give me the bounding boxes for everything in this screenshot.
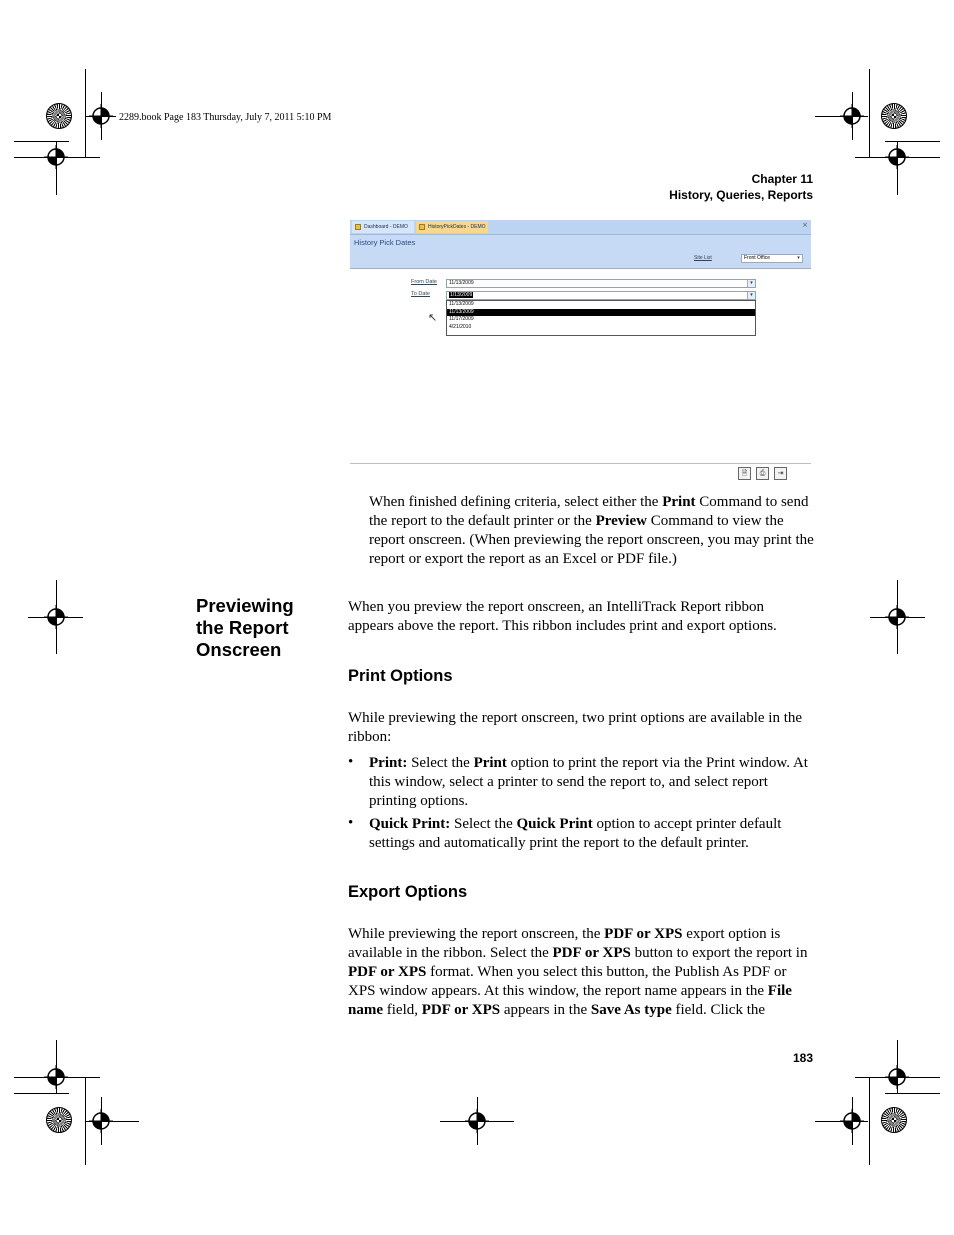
close-icon[interactable]: × [802, 221, 808, 229]
registration-mark-icon [44, 605, 68, 629]
from-date-dropdown[interactable] [446, 279, 756, 288]
running-head-chapter: Chapter 11 [751, 172, 813, 186]
list-item-selected[interactable]: 11/13/2009 [447, 309, 755, 317]
star-target-icon [46, 103, 72, 129]
site-list-dropdown[interactable] [741, 254, 803, 263]
registration-mark-icon [89, 1109, 113, 1133]
preview-report-button[interactable]: 🗎 [738, 467, 751, 480]
bullet: • [348, 754, 354, 770]
tab-label: Dashboard - DEMO [364, 224, 408, 230]
tab-history-pick-dates[interactable] [416, 221, 488, 233]
bullet: • [348, 815, 354, 831]
chevron-down-icon[interactable]: ▾ [747, 280, 755, 287]
list-item[interactable]: 11/13/2009 [449, 301, 474, 307]
form-icon [419, 224, 425, 230]
to-date-dropdown[interactable] [446, 291, 756, 300]
site-list-value: Front Office [744, 255, 771, 261]
list-item-print: Print: Select the Print option to print the report via the Print window. At this window, select a printer to send the report to, and select report printing options. [369, 755, 808, 809]
registration-mark-icon [44, 145, 68, 169]
preview-paragraph: When you preview the report onscreen, an IntelliTrack Report ribbon appears above the report. This ribbon includes print and export options. [348, 599, 777, 634]
print-report-button[interactable]: ⎙ [756, 467, 769, 480]
form-icon [355, 224, 361, 230]
page-number: 183 [793, 1051, 814, 1065]
print-options-heading: Print Options [348, 667, 453, 685]
list-item[interactable]: 11/17/2009 [449, 316, 474, 322]
document-tab-bar [350, 220, 811, 235]
export-options-paragraph: While previewing the report onscreen, the PDF or XPS export option is available in the ribbon. Select the PDF or XPS button to export the report in PDF or XPS format. When you select this button, the Publish As PDF or XPS window appears. At this window, the report name appears in the File name field, PDF or XPS appears in the Save As type field. Click the [348, 926, 808, 1018]
running-head-title: History, Queries, Reports [669, 188, 813, 202]
registration-mark-icon [885, 1065, 909, 1089]
list-item-quick-print: Quick Print: Select the Quick Print option to accept printer default settings and automatically print the report to the default printer. [369, 816, 782, 851]
registration-mark-icon [840, 104, 864, 128]
star-target-icon [881, 1107, 907, 1133]
form-header [350, 235, 811, 269]
from-date-label: From Date [411, 279, 437, 285]
chevron-down-icon[interactable]: ▾ [747, 292, 755, 299]
list-item[interactable]: 4/21/2010 [449, 323, 472, 330]
registration-mark-icon [89, 104, 113, 128]
tab-dashboard[interactable] [352, 221, 414, 233]
registration-mark-icon [885, 605, 909, 629]
report-form-screenshot [350, 220, 811, 484]
to-date-label: To Date [411, 291, 430, 297]
export-options-heading: Export Options [348, 883, 468, 901]
intro-paragraph: When finished defining criteria, select either the Print Command to send the report to the default printer or the Preview Command to view the report onscreen. (When previewing the report onscreen, you may print the report or export the report as an Excel or PDF file.) [369, 494, 814, 567]
to-date-value: 1/13/2009 [450, 292, 473, 298]
star-target-icon [881, 103, 907, 129]
form-footer-divider [350, 463, 811, 464]
site-list-label: Site List [694, 255, 712, 261]
close-form-button[interactable]: ⇥ [774, 467, 787, 480]
date-options-list[interactable] [446, 300, 756, 336]
chevron-down-icon[interactable]: ▾ [797, 255, 800, 261]
tab-label: HistoryPickDates - DEMO [428, 224, 486, 230]
print-options-paragraph: While previewing the report onscreen, two print options are available in the ribbon: [348, 710, 803, 745]
mouse-cursor-icon: ↖ [428, 311, 438, 324]
form-title: History Pick Dates [354, 238, 416, 247]
slug-line: 2289.book Page 183 Thursday, July 7, 2011 5:10 PM [119, 112, 332, 123]
registration-mark-icon [885, 145, 909, 169]
registration-mark-icon [465, 1109, 489, 1133]
from-date-value: 11/13/2009 [449, 280, 474, 286]
registration-mark-icon [840, 1109, 864, 1133]
registration-mark-icon [44, 1065, 68, 1089]
section-heading: Previewing the Report Onscreen [196, 595, 294, 660]
star-target-icon [46, 1107, 72, 1133]
